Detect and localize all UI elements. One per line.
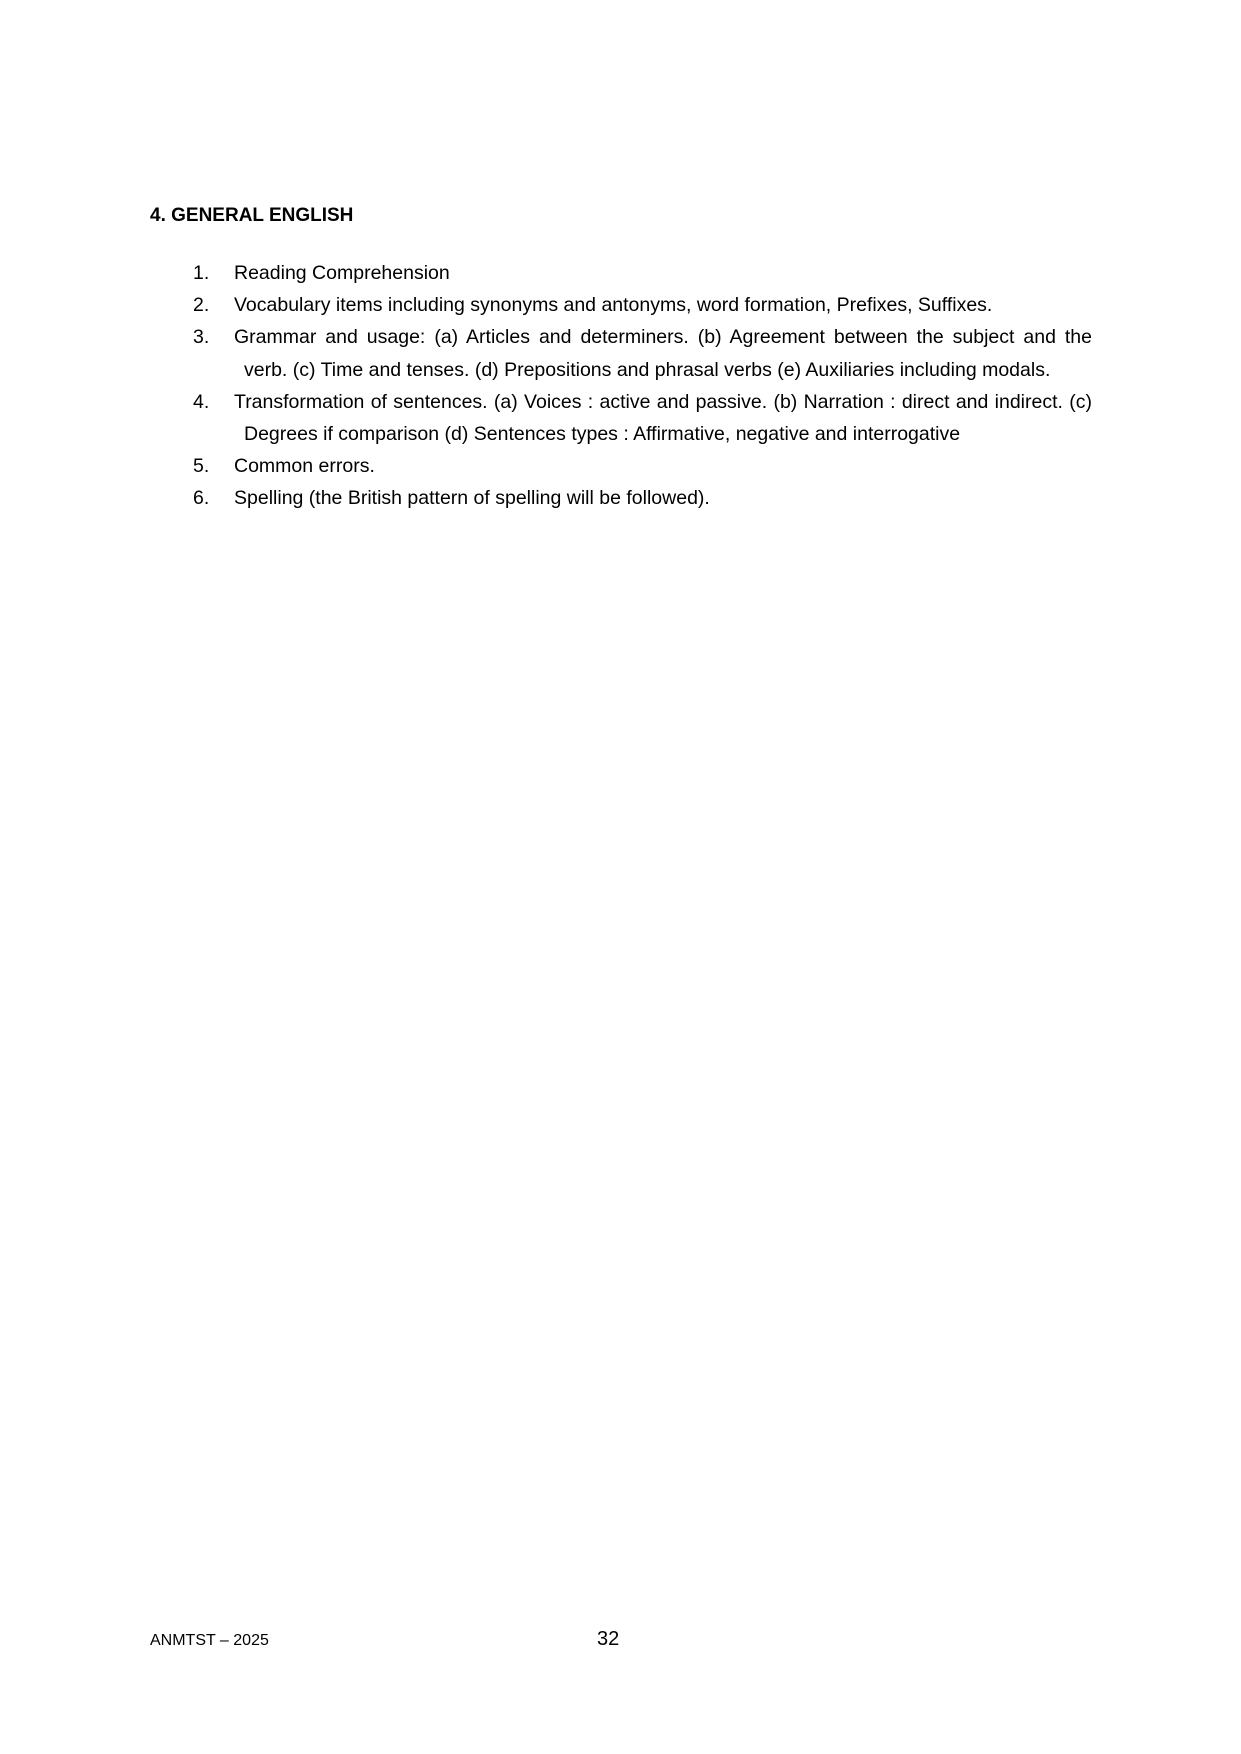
list-item-text: Common errors. bbox=[234, 455, 375, 478]
list-item-number: 3. bbox=[193, 326, 210, 349]
list-item-text: Spelling (the British pattern of spelling will be followed). bbox=[234, 487, 710, 510]
list-item bbox=[190, 386, 1092, 450]
list-item bbox=[190, 450, 1092, 482]
list-item-text: Vocabulary items including synonyms and antonyms, word formation, Prefixes, Suffixes. bbox=[234, 294, 993, 317]
list-item bbox=[190, 289, 1092, 321]
list-item-text: Reading Comprehension bbox=[234, 262, 450, 284]
list-item bbox=[190, 257, 1092, 289]
section-heading: 4. GENERAL ENGLISH bbox=[150, 205, 354, 226]
list-item-number: 1. bbox=[193, 262, 210, 284]
list-item bbox=[190, 321, 1092, 385]
list-item bbox=[190, 482, 1092, 514]
list-item-text: Grammar and usage: (a) Articles and determiners. (b) Agreement between the subject and the verb. (c) Time and tenses. (d) Prepositions and phrasal verbs (e) Auxiliaries including modals. bbox=[234, 326, 1092, 381]
list-item-number: 6. bbox=[193, 487, 210, 510]
page-number: 32 bbox=[597, 1628, 620, 1650]
syllabus-list bbox=[190, 257, 1092, 515]
footer-document-code: ANMTST – 2025 bbox=[150, 1632, 269, 1649]
list-item-text: Transformation of sentences. (a) Voices : active and passive. (b) Narration : direct and indirect. (c) Degrees if comparison (d) Sentences types : Affirmative, negative and interrogative bbox=[234, 390, 1092, 446]
list-item-number: 5. bbox=[193, 455, 210, 478]
list-item-number: 2. bbox=[193, 294, 210, 317]
list-item-number: 4. bbox=[193, 390, 210, 413]
